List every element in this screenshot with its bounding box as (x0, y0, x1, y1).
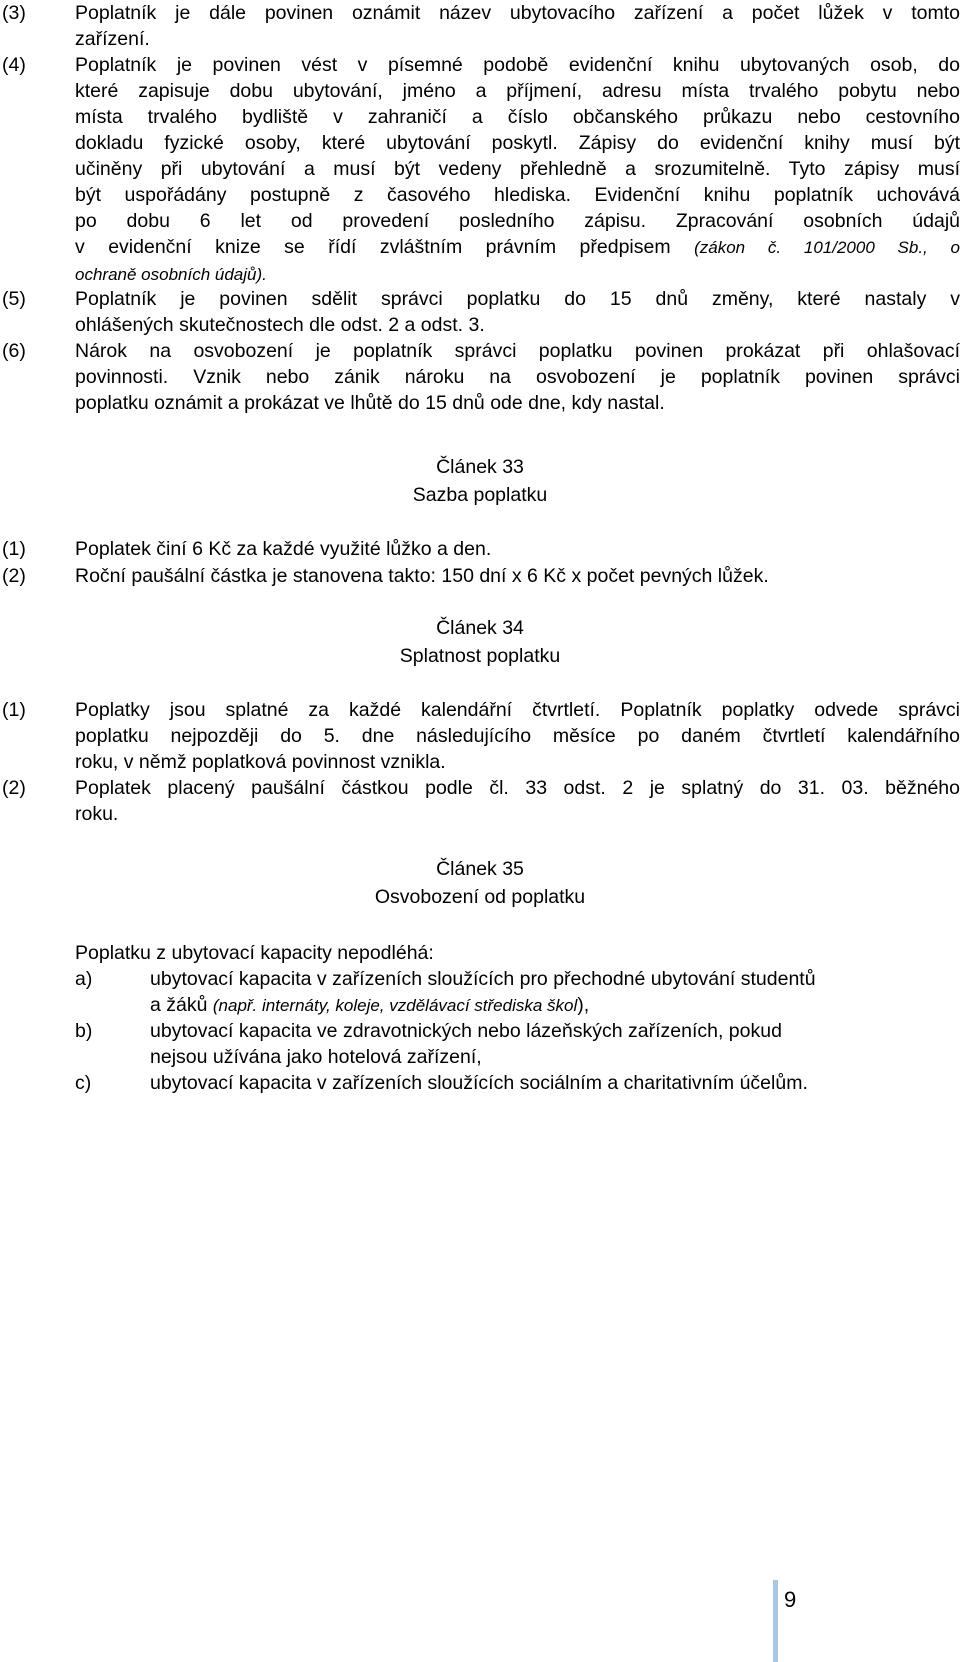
paragraph-number: (1) (2, 538, 26, 560)
paragraph-text (75, 52, 960, 288)
text-line: Poplatník je povinen vést v písemné podobě evidenční knihu ubytovaných osob, do (75, 54, 960, 76)
text-line: Poplatek placený paušální částkou podle čl. 33 odst. 2 je splatný do 31. 03. běžného (75, 777, 960, 799)
text-line: učiněny při ubytování a musí být vedeny přehledně a srozumitelně. Tyto zápisy musí (75, 158, 960, 180)
text-line: poplatku nejpozději do 5. dne následujícího měsíce po daném čtvrtletí kalendářního (75, 725, 960, 747)
text-segment: ), (577, 994, 590, 1016)
text-line: být uspořádány postupně z časového hlediska. Evidenční knihu poplatník uchovává (75, 184, 960, 206)
text-line: které zapisuje dobu ubytování, jméno a příjmení, adresu místa trvalého pobytu nebo (75, 80, 960, 102)
list-letter: c) (75, 1072, 92, 1094)
text-line (150, 992, 960, 1019)
text-line: ohlášených skutečnostech dle odst. 2 a odst. 3. (75, 314, 485, 336)
text-line (75, 261, 960, 288)
text-line: ubytovací kapacita v zařízeních sloužících pro přechodné ubytování studentů (150, 968, 816, 990)
text-line: ubytovací kapacita v zařízeních sloužících sociálním a charitativním účelům. (150, 1072, 808, 1094)
text-line: místa trvalého bydliště v zahraničí a číslo občanského průkazu nebo cestovního (75, 106, 960, 128)
paragraph-text (75, 0, 960, 52)
text-segment: a žáků (150, 994, 208, 1016)
text-line: Poplatník je povinen sdělit správci poplatku do 15 dnů změny, které nastaly v (75, 288, 960, 310)
italic-example: (např. internáty, koleje, vzdělávací střediska škol (212, 996, 578, 1015)
text-line: poplatku oznámit a prokázat ve lhůtě do 15 dnů ode dne, kdy nastal. (75, 392, 665, 414)
page-number-bar (773, 1580, 778, 1662)
article-35-subtitle: Osvobození od poplatku (374, 886, 586, 908)
paragraph-number: (6) (2, 340, 26, 362)
text-line: zařízení. (75, 28, 150, 50)
text-segment: v evidenční knize se řídí zvláštním právním předpisem (75, 236, 671, 258)
paragraph-number: (2) (2, 777, 26, 799)
article-34-subtitle: Splatnost poplatku (399, 645, 561, 667)
text-line: ubytovací kapacita ve zdravotnických nebo lázeňských zařízeních, pokud (150, 1020, 782, 1042)
text-line: povinnosti. Vznik nebo zánik nároku na osvobození je poplatník povinen správci (75, 366, 960, 388)
article-33-subtitle: Sazba poplatku (412, 484, 548, 506)
text-line: roku, v němž poplatková povinnost vznikla. (75, 751, 446, 773)
text-line: Poplatku z ubytovací kapacity nepodléhá: (75, 942, 434, 964)
italic-citation: ochraně osobních údajů). (75, 265, 267, 284)
paragraph-text (75, 563, 960, 589)
paragraph-text (75, 697, 960, 775)
paragraph-text (75, 940, 960, 966)
paragraph-number: (1) (2, 699, 26, 721)
article-34-title: Článek 34 (436, 617, 524, 639)
article-35-title: Článek 35 (436, 858, 524, 880)
paragraph-number: (3) (2, 2, 26, 24)
article-33-title: Článek 33 (436, 456, 524, 478)
paragraph-text (75, 286, 960, 338)
list-text (150, 966, 960, 1019)
paragraph-number: (4) (2, 54, 26, 76)
list-text (150, 1070, 960, 1096)
paragraph-number: (5) (2, 288, 26, 310)
text-line: Roční paušální částka je stanovena takto: 150 dní x 6 Kč x počet pevných lůžek. (75, 565, 769, 587)
text-line (75, 234, 960, 261)
text-line: Nárok na osvobození je poplatník správci poplatku povinen prokázat při ohlašovací (75, 340, 960, 362)
text-line: roku. (75, 803, 119, 825)
paragraph-text (75, 338, 960, 416)
text-line: nejsou užívána jako hotelová zařízení, (150, 1046, 482, 1068)
list-text (150, 1018, 960, 1070)
paragraph-text (75, 775, 960, 827)
list-letter: a) (75, 968, 93, 990)
text-line: Poplatník je dále povinen oznámit název ubytovacího zařízení a počet lůžek v tomto (75, 2, 960, 24)
text-line: Poplatek činí 6 Kč za každé využité lůžko a den. (75, 538, 492, 560)
text-line: po dobu 6 let od provedení posledního zápisu. Zpracování osobních údajů (75, 210, 960, 232)
paragraph-number: (2) (2, 565, 26, 587)
paragraph-text (75, 536, 960, 562)
text-line: dokladu fyzické osoby, které ubytování poskytl. Zápisy do evidenční knihy musí být (75, 132, 960, 154)
text-line: Poplatky jsou splatné za každé kalendářní čtvrtletí. Poplatník poplatky odvede správci (75, 699, 960, 721)
page-number: 9 (784, 1587, 797, 1612)
italic-citation: (zákon č. 101/2000 Sb., o (694, 238, 960, 257)
list-letter: b) (75, 1020, 93, 1042)
